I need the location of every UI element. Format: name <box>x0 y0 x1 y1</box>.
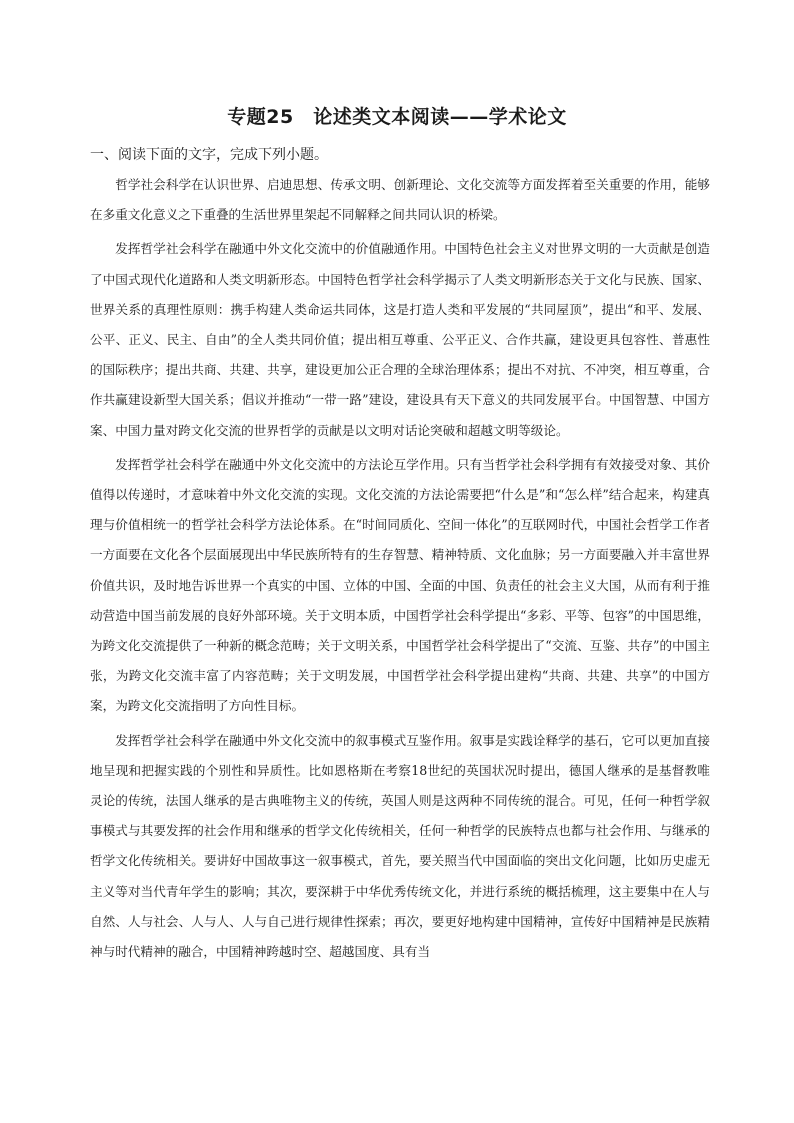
article-body <box>90 170 710 1100</box>
page-title: 专题25 论述类文本阅读——学术论文 <box>227 106 567 128</box>
paragraph-2: 发挥哲学社会科学在融通中外文化交流中的价值融通作用。中国特色社会主义对世界文明的一大贡献是创造了中国式现代化道路和人类文明新形态。中国特色哲学社会科学揭示了人类文明新形态关于文化与民族、国家、世界关系的真理性原则：携手构建人类命运共同体，这是打造人类和平发展的“共同屋顶”，提出“和平、发展、公平、正义、民主、自由”的全人类共同价值；提出相互尊重、公平正义、合作共赢，建设更具包容性、普惠性的国际秩序；提出共商、共建、共享，建设更加公正合理的全球治理体系；提出不对抗、不冲突，相互尊重，合作共赢建设新型大国关系；倡议并推动“一带一路”建设，建设具有天下意义的共同发展平台。中国智慧、中国方案、中国力量对跨文化交流的世界哲学的贡献是以文明对话论突破和超越文明等级论。 <box>90 241 710 438</box>
paragraph-1: 哲学社会科学在认识世界、启迪思想、传承文明、创新理论、文化交流等方面发挥着至关重要的作用，能够在多重文化意义之下重叠的生活世界里架起不同解释之间共同认识的桥梁。 <box>90 177 710 223</box>
paragraph-3: 发挥哲学社会科学在融通中外文化交流中的方法论互学作用。只有当哲学社会科学拥有有效接受对象、其价值得以传递时，才意味着中外文化交流的实现。文化交流的方法论需要把“什么是”和“怎么样”结合起来，构建真理与价值相统一的哲学社会科学方法论体系。在“时间同质化、空间一体化”的互联网时代，中国社会哲学工作者一方面要在文化各个层面展现出中华民族所特有的生存智慧、精神特质、文化血脉；另一方面要融入并丰富世界价值共识，及时地告诉世界一个真实的中国、立体的中国、全面的中国、负责任的社会主义大国，从而有利于推动营造中国当前发展的良好外部环境。关于文明本质，中国哲学社会科学提出“多彩、平等、包容”的中国思维，为跨文化交流提供了一种新的概念范畴；关于文明关系，中国哲学社会科学提出了“交流、互鉴、共存”的中国主张，为跨文化交流丰富了内容范畴；关于文明发展，中国哲学社会科学提出建构“共商、共建、共享”的中国方案，为跨文化交流指明了方向性目标。 <box>90 456 710 714</box>
question-instruction: 一、阅读下面的文字，完成下列小题。 <box>90 147 328 163</box>
paragraph-4: 发挥哲学社会科学在融通中外文化交流中的叙事模式互鉴作用。叙事是实践诠释学的基石，它可以更加直接地呈现和把握实践的个别性和异质性。比如恩格斯在考察18世纪的英国状况时提出，德国人继承的是基督教唯灵论的传统，法国人继承的是古典唯物主义的传统，英国人则是这两种不同传统的混合。可见，任何一种哲学叙事模式与其要发挥的社会作用和继承的哲学文化传统相关，任何一种哲学的民族特点也都与社会作用、与继承的哲学文化传统相关。要讲好中国故事这一叙事模式，首先，要关照当代中国面临的突出文化问题，比如历史虚无主义等对当代青年学生的影响；其次，要深耕于中华优秀传统文化，并进行系统的概括梳理，这主要集中在人与自然、人与社会、人与人、人与自己进行规律性探索；再次，要更好地构建中国精神，宣传好中国精神是民族精神与时代精神的融合，中国精神跨越时空、超越国度、具有当 <box>90 732 710 960</box>
